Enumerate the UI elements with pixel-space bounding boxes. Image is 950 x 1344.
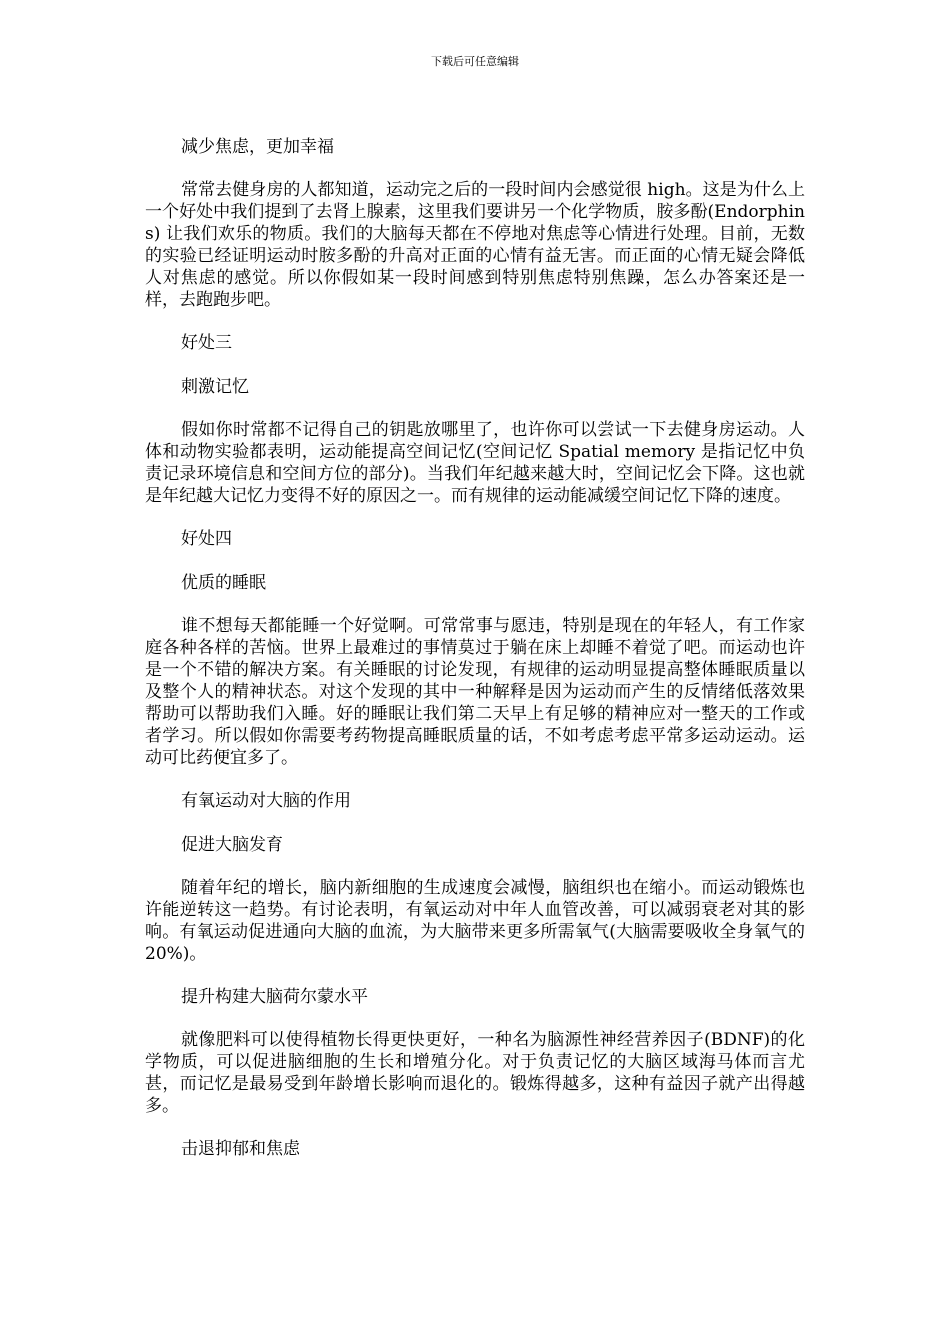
para-bdnf: 就像肥料可以使得植物长得更快更好，一种名为脑源性神经营养因子(BDNF)的化学物质，可以促进脑细胞的生长和增殖分化。对于负责记忆的大脑区域海马体而言尤甚，而记忆是最易受到年龄增长影响而退化的。锻炼得越多，这种有益因子就产出得越多。 — [145, 1030, 805, 1116]
heading-benefit-three: 好处三 — [181, 333, 232, 353]
heading-brain-development: 促进大脑发育 — [181, 835, 283, 855]
para-spatial-memory: 假如你时常都不记得自己的钥匙放哪里了，也许你可以尝试一下去健身房运动。人体和动物实验都表明，运动能提高空间记忆(空间记忆 Spatial memory 是指记忆中负责记录环境信息和空间方位的部分)。当我们年纪越来越大时，空间记忆会下降。这也就是年纪越大记忆力变得不好的原因之一。而有规律的运动能减缓空间记忆下降的速度。 — [145, 420, 805, 506]
para-brain-aging: 随着年纪的增长，脑内新细胞的生成速度会减慢，脑组织也在缩小。而运动锻炼也许能逆转这一趋势。有讨论表明，有氧运动对中年人血管改善，可以减弱衰老对其的影响。有氧运动促进通向大脑的血流，为大脑带来更多所需氧气(大脑需要吸收全身氧气的 20%)。 — [145, 878, 805, 964]
page-header: 下载后可任意编辑 — [431, 55, 519, 68]
heading-aerobic-brain: 有氧运动对大脑的作用 — [181, 791, 351, 811]
heading-quality-sleep: 优质的睡眠 — [181, 573, 266, 593]
heading-hormone-level: 提升构建大脑荷尔蒙水平 — [181, 987, 368, 1007]
heading-reduce-anxiety: 减少焦虑，更加幸福 — [181, 137, 334, 157]
para-endorphins: 常常去健身房的人都知道，运动完之后的一段时间内会感觉很 high。这是为什么上一个好处中我们提到了去肾上腺素，这里我们要讲另一个化学物质，胺多酚(Endorphins) 让我们欢乐的物质。我们的大脑每天都在不停地对焦虑等心情进行处理。目前，无数的实验已经证明运动时胺多酚的升高对正面的心情有益无害。而正面的心情无疑会降低人对焦虑的感觉。所以你假如某一段时间感到特别焦虑特别焦躁，怎么办答案还是一样，去跑跑步吧。 — [145, 180, 805, 310]
heading-stimulate-memory: 刺激记忆 — [181, 377, 249, 397]
heading-benefit-four: 好处四 — [181, 529, 232, 549]
para-sleep: 谁不想每天都能睡一个好觉啊。可常常事与愿违，特别是现在的年轻人，有工作家庭各种各样的苦恼。世界上最难过的事情莫过于躺在床上却睡不着觉了吧。而运动也许是一个不错的解决方案。有关睡眠的讨论发现，有规律的运动明显提高整体睡眠质量以及整个人的精神状态。对这个发现的其中一种解释是因为运动而产生的反情绪低落效果帮助可以帮助我们入睡。好的睡眠让我们第二天早上有足够的精神应对一整天的工作或者学习。所以假如你需要考药物提高睡眠质量的话，不如考虑考虑平常多运动运动。运动可比药便宜多了。 — [145, 616, 805, 768]
document-body — [145, 135, 805, 1181]
heading-fight-depression: 击退抑郁和焦虑 — [181, 1139, 300, 1159]
